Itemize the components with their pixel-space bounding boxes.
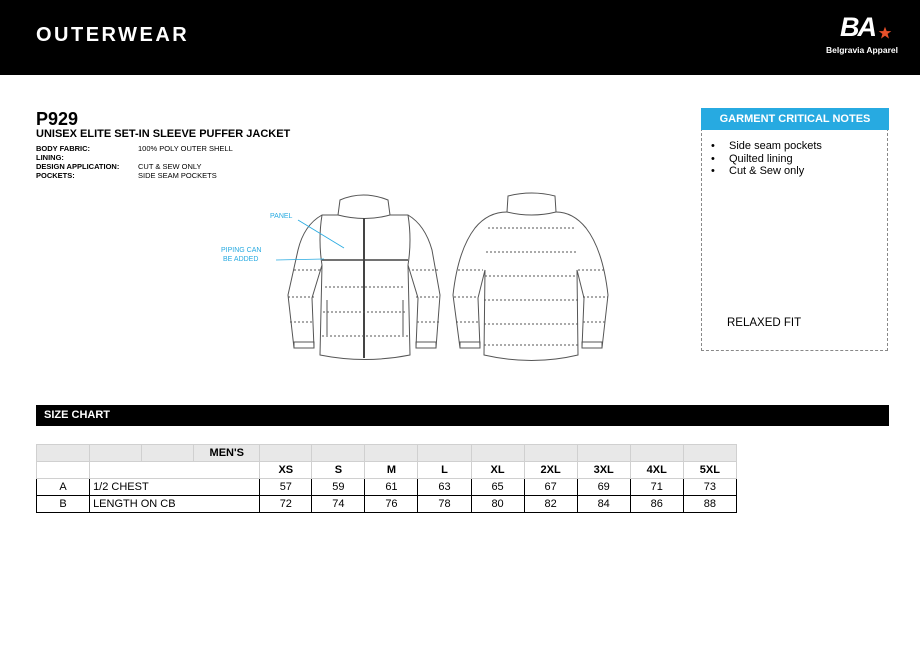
table-cell: 63 xyxy=(418,479,471,496)
spec-label: LINING: xyxy=(36,153,64,162)
size-group-label: MEN'S xyxy=(194,445,260,462)
size-header: 3XL xyxy=(577,462,630,479)
table-header-row xyxy=(37,462,737,479)
table-cell: 57 xyxy=(260,479,312,496)
table-row xyxy=(37,496,737,513)
spec-value: 100% POLY OUTER SHELL xyxy=(138,144,233,153)
brand-logo xyxy=(826,12,918,62)
piping-callout-line2: BE ADDED xyxy=(223,256,259,263)
table-cell: 67 xyxy=(524,479,577,496)
row-key: A xyxy=(37,479,90,496)
row-label: LENGTH ON CB xyxy=(90,496,260,513)
star-icon xyxy=(878,26,892,40)
table-cell: 59 xyxy=(312,479,365,496)
header-bar xyxy=(0,0,920,75)
brand-name: Belgravia Apparel xyxy=(826,45,898,55)
table-cell: 71 xyxy=(630,479,683,496)
size-header: 2XL xyxy=(524,462,577,479)
size-header: M xyxy=(365,462,418,479)
panel-callout: PANEL xyxy=(270,213,293,220)
product-name: UNISEX ELITE SET-IN SLEEVE PUFFER JACKET xyxy=(36,128,291,140)
logo-mark: BA xyxy=(840,12,875,42)
piping-callout-line1: PIPING CAN xyxy=(221,247,262,254)
spec-value: SIDE SEAM POCKETS xyxy=(138,171,217,180)
spec-label: DESIGN APPLICATION: xyxy=(36,162,120,171)
row-label: 1/2 CHEST xyxy=(90,479,260,496)
table-cell: 74 xyxy=(312,496,365,513)
list-item: • Quilted lining xyxy=(711,153,881,166)
table-title-row xyxy=(37,445,737,462)
table-cell: 65 xyxy=(471,479,524,496)
size-header: XS xyxy=(260,462,312,479)
table-cell: 72 xyxy=(260,496,312,513)
size-header: XL xyxy=(471,462,524,479)
table-cell: 86 xyxy=(630,496,683,513)
table-row xyxy=(37,479,737,496)
spec-list xyxy=(36,144,233,180)
front-view-jacket xyxy=(288,195,440,360)
spec-row-lining xyxy=(36,153,233,162)
table-cell: 69 xyxy=(577,479,630,496)
spec-row-design xyxy=(36,162,233,171)
spec-label: POCKETS: xyxy=(36,171,75,180)
notes-list xyxy=(711,140,881,178)
product-code: P929 xyxy=(36,109,79,129)
piping-callout-line xyxy=(276,259,324,260)
table-cell: 61 xyxy=(365,479,418,496)
table-cell: 80 xyxy=(471,496,524,513)
list-item: • Side seam pockets xyxy=(711,140,881,153)
garment-drawing xyxy=(221,190,610,370)
size-header: L xyxy=(418,462,471,479)
size-chart-bar xyxy=(36,405,889,426)
table-cell: 84 xyxy=(577,496,630,513)
spec-row-body-fabric xyxy=(36,144,233,153)
table-cell: 73 xyxy=(683,479,736,496)
size-header: S xyxy=(312,462,365,479)
list-item: • Cut & Sew only xyxy=(711,165,881,178)
size-header: 4XL xyxy=(630,462,683,479)
row-key: B xyxy=(37,496,90,513)
size-chart-title: SIZE CHART xyxy=(44,409,110,421)
table-cell: 76 xyxy=(365,496,418,513)
back-view-jacket xyxy=(453,193,608,361)
size-table xyxy=(36,444,737,513)
table-cell: 78 xyxy=(418,496,471,513)
spec-row-pockets xyxy=(36,171,233,180)
fit-label: RELAXED FIT xyxy=(727,317,802,329)
table-cell: 82 xyxy=(524,496,577,513)
spec-label: BODY FABRIC: xyxy=(36,144,91,153)
size-header: 5XL xyxy=(683,462,736,479)
table-cell: 88 xyxy=(683,496,736,513)
notes-title: GARMENT CRITICAL NOTES xyxy=(701,108,889,130)
page-title: OUTERWEAR xyxy=(36,24,190,46)
spec-value: CUT & SEW ONLY xyxy=(138,162,202,171)
